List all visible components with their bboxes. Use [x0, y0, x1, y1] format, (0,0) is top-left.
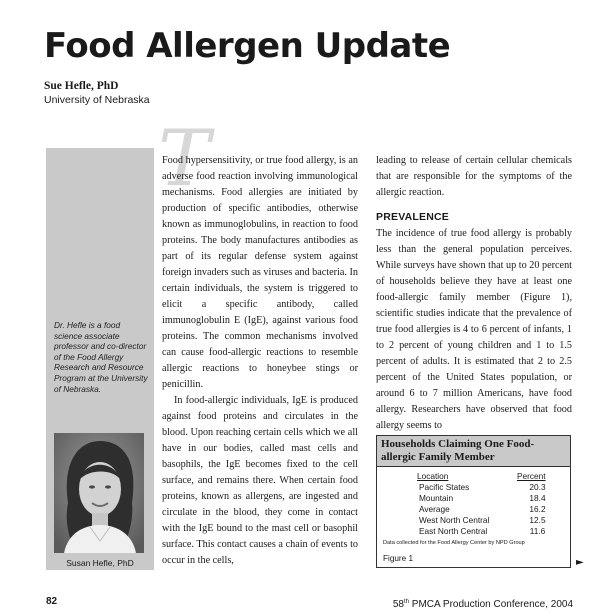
drop-cap-letter: T — [158, 114, 211, 204]
cell-location: East North Central — [419, 526, 488, 536]
article-paragraph: The incidence of true food allergy is probably less than the general population perceives. While surveys have shown that up to 20 percent of households believe they have at least one food-allergic family member (Figure 1), scientific studies indicate that the prevalence of true food allergies is 4 to 6 percent of infants, 1 to 2 percent of young children and 1 to 1.5 percent of adults. It is estimated that 2 to 2.5 percent of the United States population, or around 6 to 7 million Americans, have food allergy. Researchers have observed that food allergy seems to — [376, 228, 572, 431]
author-photo — [54, 433, 144, 553]
cell-percent: 18.4 — [529, 493, 546, 503]
page-title: Food Allergen Update — [44, 26, 451, 66]
figure-label: Figure 1 — [383, 554, 414, 563]
article-column-2 — [376, 226, 572, 434]
article-paragraph: leading to release of certain cellular chemicals that are responsible for the symptoms of the allergic reaction. — [376, 155, 572, 198]
article-paragraph: Food hypersensitivity, or true food allergy, is an adverse food reaction involving immunological mechanisms. Food allergies are initiated by production of specific antibodies, otherwise known as immunoglobulins, in reaction to food proteins. The body manufactures antibodies as part of its regular defense system against foreign invaders such as viruses and bacteria. In certain individuals, the system is triggered to elicit a specific antibody, called immunoglobulin E (IgE), against various food proteins. The common mechanisms involved can cause food-allergic reactions to resemble allergic reactions to honeybee stings or penicillin. — [162, 155, 358, 390]
cell-location: Pacific States — [419, 482, 470, 492]
table-row — [415, 482, 550, 493]
table-row — [415, 504, 550, 515]
triangle-right-icon: ► — [576, 557, 584, 568]
column-header-percent: Percent — [516, 471, 546, 481]
cell-percent: 11.6 — [529, 526, 546, 536]
column-header-location: Location — [417, 471, 449, 481]
page-number: 82 — [46, 596, 58, 607]
author-sidebar — [46, 148, 154, 570]
cell-percent: 20.3 — [529, 482, 546, 492]
author-name: Sue Hefle, PhD — [44, 80, 119, 92]
table-header-row — [415, 471, 550, 482]
figure-title: Households Claiming One Food-allergic Family Member — [377, 436, 570, 467]
author-bio: Dr. Hefle is a food science associate professor and co-director of the Food Allergy Research and Resource Program at the University of Nebraska. — [54, 320, 148, 394]
table-row — [415, 493, 550, 504]
figure-table — [376, 435, 571, 568]
table-row — [415, 526, 550, 537]
article-paragraph: In food-allergic individuals, IgE is produced against food proteins and circulates in the blood. Upon reaching certain cells which we all have in our bodies, called mast cells and basophils, the IgE becomes fixed to the cell surface, and remains there. When certain food proteins, known as allergens, are ingested and circulate in the blood, they come in contact with the IgE bound to the mast cell or basophil surface. This contact causes a chain of events to occur in the cells, — [162, 395, 358, 566]
figure-source-note: Data collected for the Food Allergy Center by NPD Group — [383, 540, 525, 546]
table-row — [415, 515, 550, 526]
portrait-image — [54, 433, 144, 553]
cell-location: Average — [419, 504, 450, 514]
conference-number: 58 — [392, 599, 404, 610]
cell-location: Mountain — [419, 493, 454, 503]
conference-name: PMCA Production Conference, 2004 — [409, 599, 573, 610]
conference-ordinal: th — [404, 599, 410, 605]
cell-percent: 16.2 — [529, 504, 546, 514]
data-table — [415, 471, 550, 537]
section-heading: PREVALENCE — [376, 211, 449, 223]
article-column-2-top — [376, 153, 572, 201]
photo-caption: Susan Hefle, PhD — [66, 558, 134, 568]
conference-footer — [393, 596, 573, 611]
cell-percent: 12.5 — [529, 515, 546, 525]
author-affiliation: University of Nebraska — [44, 94, 150, 106]
cell-location: West North Central — [419, 515, 490, 525]
article-column-1 — [162, 153, 358, 569]
